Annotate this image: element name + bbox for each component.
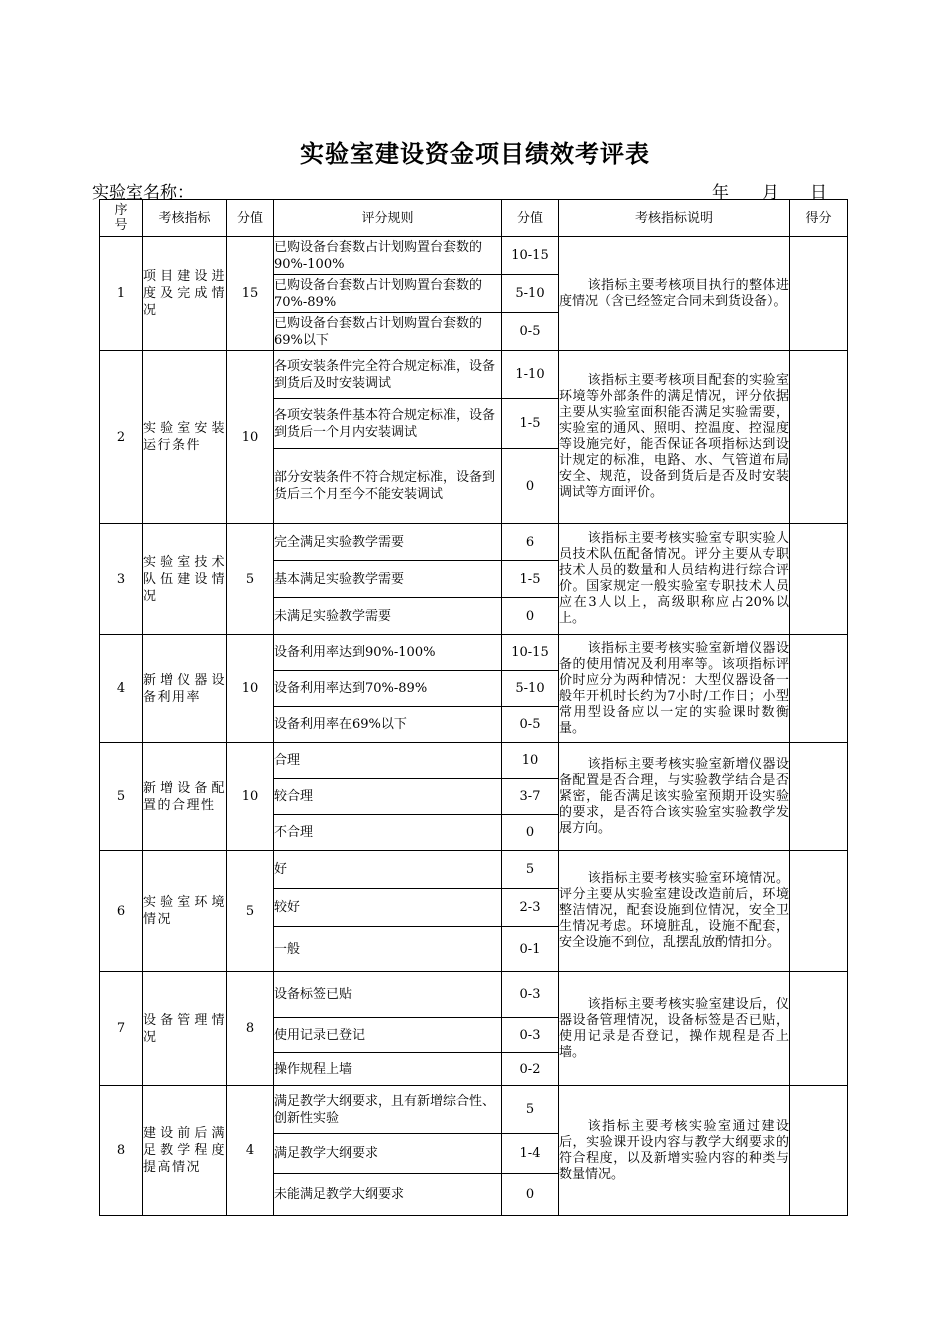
item-explain: 该指标主要考核实验室新增仪器设备的使用情况及利用率等。该项指标评价时应分为两种情况：大型仪器设备一般年开机时长约为7小时/工作日；小型常用型设备应以一定的实验课时数衡量。 [559,635,790,743]
item-result-cell[interactable] [790,635,848,743]
rule-score: 0-3 [502,1018,559,1053]
rule-score: 0 [502,449,559,524]
rule-text: 使用记录已登记 [274,1018,502,1053]
item-indicator: 实验室安装运行条件 [143,351,227,524]
rule-score: 0 [502,1174,559,1216]
rule-score: 0-3 [502,972,559,1018]
item-seq: 3 [100,524,143,635]
item-indicator: 设备管理情况 [143,972,227,1086]
rule-text: 各项安装条件基本符合规定标准，设备到货后一个月内安装调试 [274,399,502,449]
item-score: 8 [227,972,274,1086]
rule-text: 未满足实验教学需要 [274,598,502,635]
rule-score: 10-15 [502,237,559,275]
header-explain: 考核指标说明 [559,200,790,237]
item-result-cell[interactable] [790,1086,848,1216]
rule-text: 已购设备台套数占计划购置台套数的70%-89% [274,275,502,313]
item-score: 15 [227,237,274,351]
header-rule-score: 分值 [502,200,559,237]
rule-score: 0 [502,815,559,851]
rule-text: 设备利用率在69%以下 [274,707,502,743]
item-explain: 该指标主要考核实验室新增仪器设备配置是否合理，与实验教学结合是否紧密，能否满足该实验室预期开设实验的要求，是否符合该实验室实验教学发展方向。 [559,743,790,851]
table-row [100,237,848,275]
table-row [100,351,848,399]
evaluation-table [99,199,848,1216]
rule-text: 合理 [274,743,502,779]
item-score: 5 [227,524,274,635]
table-row [100,851,848,889]
item-score: 10 [227,351,274,524]
rule-text: 设备利用率达到70%-89% [274,671,502,707]
rule-text: 完全满足实验教学需要 [274,524,502,561]
item-seq: 6 [100,851,143,972]
table-row [100,972,848,1018]
rule-score: 0-5 [502,707,559,743]
rule-text: 部分安装条件不符合规定标准，设备到货后三个月至今不能安装调试 [274,449,502,524]
item-indicator: 项目建设进度及完成情况 [143,237,227,351]
rule-score: 5-10 [502,275,559,313]
item-seq: 7 [100,972,143,1086]
header-rule: 评分规则 [274,200,502,237]
rule-text: 已购设备台套数占计划购置台套数的69%以下 [274,313,502,351]
rule-text: 操作规程上墙 [274,1053,502,1086]
date-month: 月 [762,183,779,203]
rule-score: 1-5 [502,399,559,449]
rule-text: 已购设备台套数占计划购置台套数的90%-100% [274,237,502,275]
rule-score: 5 [502,1086,559,1134]
rule-text: 好 [274,851,502,889]
table-row [100,635,848,671]
rule-text: 满足教学大纲要求，且有新增综合性、创新性实验 [274,1086,502,1134]
rule-text: 满足教学大纲要求 [274,1134,502,1174]
rule-text: 未能满足教学大纲要求 [274,1174,502,1216]
rule-score: 0-1 [502,927,559,972]
item-indicator: 实验室技术队伍建设情况 [143,524,227,635]
rule-score: 0 [502,598,559,635]
item-result-cell[interactable] [790,972,848,1086]
rule-score: 1-5 [502,561,559,598]
item-explain: 该指标主要考核项目配套的实验室环境等外部条件的满足情况，评分依据主要从实验室面积能否满足实验需要，实验室的通风、照明、控温度、控湿度等设施完好，能否保证各项指标达到设计规定的标准，电路、水、气管道布局安全、规范，设备到货后是否及时安装调试等方面评价。 [559,351,790,524]
rule-text: 基本满足实验教学需要 [274,561,502,598]
rule-score: 10-15 [502,635,559,671]
item-seq: 2 [100,351,143,524]
item-indicator: 实验室环境情况 [143,851,227,972]
lab-name-label: 实验室名称： [92,183,194,203]
date-day: 日 [810,183,827,203]
item-score: 10 [227,743,274,851]
item-score: 10 [227,635,274,743]
item-result-cell[interactable] [790,351,848,524]
item-score: 4 [227,1086,274,1216]
table-row [100,1086,848,1134]
header-result: 得分 [790,200,848,237]
item-result-cell[interactable] [790,237,848,351]
item-seq: 8 [100,1086,143,1216]
rule-score: 0-5 [502,313,559,351]
rule-score: 6 [502,524,559,561]
rule-score: 3-7 [502,779,559,815]
rule-text: 较合理 [274,779,502,815]
table-row [100,743,848,779]
header-indicator: 考核指标 [143,200,227,237]
header-score: 分值 [227,200,274,237]
item-explain: 该指标主要考核项目执行的整体进度情况（含已经签定合同未到货设备）。 [559,237,790,351]
rule-text: 设备利用率达到90%-100% [274,635,502,671]
item-indicator: 建设前后满足教学程度提高情况 [143,1086,227,1216]
date-year: 年 [712,183,729,203]
rule-text: 各项安装条件完全符合规定标准，设备到货后及时安装调试 [274,351,502,399]
header-seq: 序号 [100,200,143,237]
rule-text: 较好 [274,889,502,927]
rule-text: 不合理 [274,815,502,851]
item-seq: 4 [100,635,143,743]
item-result-cell[interactable] [790,851,848,972]
header-row [100,200,848,237]
item-indicator: 新增仪器设备利用率 [143,635,227,743]
item-seq: 5 [100,743,143,851]
item-score: 5 [227,851,274,972]
rule-score: 10 [502,743,559,779]
item-explain: 该指标主要考核实验室建设后，仪器设备管理情况，设备标签是否已贴，使用记录是否登记，操作规程是否上墙。 [559,972,790,1086]
item-result-cell[interactable] [790,743,848,851]
item-seq: 1 [100,237,143,351]
rule-text: 设备标签已贴 [274,972,502,1018]
item-result-cell[interactable] [790,524,848,635]
rule-score: 2-3 [502,889,559,927]
rule-score: 1-4 [502,1134,559,1174]
rule-score: 1-10 [502,351,559,399]
item-explain: 该指标主要考核实验室专职实验人员技术队伍配备情况。评分主要从专职技术人员的数量和人员结构进行综合评价。国家规定一般实验室专职技术人员应在3人以上，高级职称应占20%以上。 [559,524,790,635]
rule-score: 5 [502,851,559,889]
table-row [100,524,848,561]
item-indicator: 新增设备配置的合理性 [143,743,227,851]
rule-score: 5-10 [502,671,559,707]
page-title: 实验室建设资金项目绩效考评表 [300,140,650,168]
item-explain: 该指标主要考核实验室环境情况。评分主要从实验室建设改造前后，环境整洁情况，配套设施到位情况，安全卫生情况考虑。环境脏乱，设施不配套，安全设施不到位，乱摆乱放酌情扣分。 [559,851,790,972]
item-explain: 该指标主要考核实验室通过建设后，实验课开设内容与教学大纲要求的符合程度，以及新增实验内容的种类与数量情况。 [559,1086,790,1216]
rule-score: 0-2 [502,1053,559,1086]
rule-text: 一般 [274,927,502,972]
